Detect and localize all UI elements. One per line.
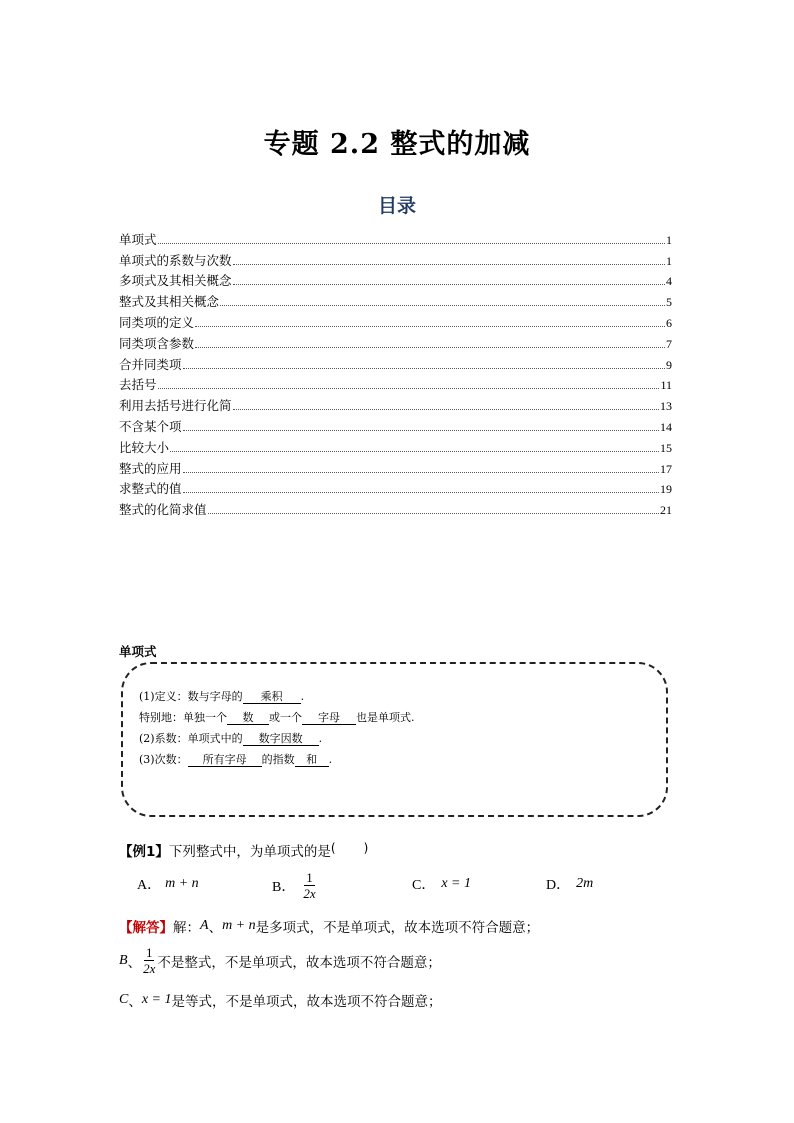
toc-entry-page: 6 — [666, 315, 672, 330]
def-answer: 数字因数 — [243, 733, 319, 746]
toc-leader-dots — [183, 491, 659, 493]
toc-entry-label: 多项式及其相关概念 — [119, 273, 232, 289]
toc-leader-dots — [183, 367, 665, 369]
toc-entry[interactable] — [119, 496, 672, 517]
table-of-contents — [119, 226, 672, 517]
toc-entry-label: 整式的应用 — [119, 460, 182, 476]
toc-entry[interactable] — [119, 476, 672, 497]
def-answer: 所有字母 — [188, 754, 262, 767]
toc-entry-label: 去括号 — [119, 377, 157, 393]
option-label: C． — [412, 878, 436, 893]
toc-entry-page: 17 — [660, 461, 672, 476]
toc-leader-dots — [170, 450, 659, 452]
answer-paren-close: ) — [363, 841, 369, 855]
toc-entry-page: 1 — [666, 253, 672, 268]
toc-entry-page: 15 — [660, 440, 672, 455]
solution-letter: B — [119, 952, 128, 968]
definition-box — [121, 662, 668, 817]
solution-line-b — [119, 945, 441, 976]
def-text: 的指数 — [261, 753, 295, 766]
def-text: (3)次数： — [139, 753, 188, 766]
def-answer: 数 — [227, 712, 269, 725]
solution-line-c — [119, 990, 442, 1010]
page-title: 专题 2.2 整式的加减 — [263, 129, 531, 160]
fraction-numerator: 1 — [306, 870, 313, 885]
definition-line-1 — [139, 686, 415, 707]
toc-leader-dots — [183, 471, 659, 473]
toc-entry-page: 21 — [660, 503, 672, 518]
toc-leader-dots — [195, 346, 665, 348]
option-expression: m + n — [165, 876, 199, 891]
toc-leader-dots — [195, 325, 665, 327]
def-answer: 乘积 — [243, 691, 301, 704]
solution-sep: 、 — [208, 920, 223, 936]
toc-entry[interactable] — [119, 288, 672, 309]
solution-sep: 、 — [128, 994, 142, 1010]
definition-line-4 — [139, 749, 415, 770]
toc-entry[interactable] — [119, 330, 672, 351]
toc-entry-page: 9 — [666, 357, 672, 372]
toc-leader-dots — [233, 283, 665, 285]
def-text: (1)定义：数与字母的 — [139, 690, 243, 703]
definition-lines — [139, 686, 415, 770]
toc-entry-page: 11 — [660, 378, 672, 393]
fraction-numerator: 1 — [145, 945, 153, 960]
toc-entry[interactable] — [119, 268, 672, 289]
option-expression: 2m — [576, 876, 594, 891]
toc-entry[interactable] — [119, 309, 672, 330]
fraction-denominator: 2x — [303, 886, 316, 901]
solution-expression: x = 1 — [141, 992, 172, 1007]
def-text: 也是单项式. — [356, 711, 415, 724]
def-text: (2)系数：单项式中的 — [139, 732, 243, 745]
toc-entry-label: 比较大小 — [119, 439, 170, 455]
toc-entry-page: 13 — [660, 399, 672, 414]
toc-entry-label: 整式及其相关概念 — [119, 294, 220, 310]
toc-entry-label: 整式的化简求值 — [119, 502, 207, 518]
toc-leader-dots — [233, 263, 665, 265]
solution-expression: m + n — [222, 918, 256, 933]
section-heading: 单项式 — [119, 644, 157, 659]
toc-entry[interactable] — [119, 226, 672, 247]
toc-entry-page: 4 — [666, 274, 672, 289]
option-d — [546, 874, 593, 894]
solution-line-a — [119, 916, 539, 936]
toc-entry-label: 不含某个项 — [119, 418, 182, 434]
def-text: . — [328, 753, 333, 766]
def-text: 或一个 — [269, 711, 302, 724]
option-label: A． — [137, 878, 162, 893]
toc-entry-label: 单项式的系数与次数 — [119, 252, 232, 268]
example-tag: 【例1】 — [119, 844, 169, 860]
fraction-denominator: 2x — [143, 961, 156, 976]
toc-entry-page: 19 — [660, 482, 672, 497]
toc-entry-page: 14 — [660, 419, 672, 434]
option-a — [137, 874, 199, 894]
def-text: . — [318, 732, 323, 745]
option-expression: x = 1 — [441, 876, 472, 891]
solution-letter: C — [119, 992, 129, 1007]
toc-leader-dots — [233, 408, 659, 410]
toc-entry[interactable] — [119, 455, 672, 476]
toc-entry-page: 1 — [666, 232, 672, 247]
example-question — [119, 840, 368, 860]
solution-text: 是等式，不是单项式，故本选项不符合题意； — [171, 994, 442, 1010]
toc-leader-dots — [183, 429, 659, 431]
toc-entry-label: 同类项含参数 — [119, 335, 195, 351]
toc-entry[interactable] — [119, 392, 672, 413]
toc-leader-dots — [158, 242, 665, 244]
toc-entry[interactable] — [119, 413, 672, 434]
solution-sep: 、 — [127, 954, 142, 971]
option-c — [412, 874, 471, 894]
toc-heading: 目录 — [377, 195, 416, 217]
toc-leader-dots — [208, 512, 659, 514]
example-text: 下列整式中，为单项式的是 — [168, 844, 331, 860]
solution-text: 是多项式，不是单项式，故本选项不符合题意； — [255, 920, 540, 936]
solution-text: 不是整式，不是单项式，故本选项不符合题意； — [157, 954, 441, 971]
toc-entry[interactable] — [119, 372, 672, 393]
toc-entry-page: 7 — [666, 336, 672, 351]
toc-entry-label: 单项式 — [119, 231, 157, 247]
toc-entry-label: 合并同类项 — [119, 356, 182, 372]
definition-line-3 — [139, 728, 415, 749]
option-label: D． — [546, 878, 571, 893]
def-answer: 字母 — [302, 712, 356, 725]
toc-entry-label: 利用去括号进行化简 — [119, 398, 232, 414]
answer-paren-open: ( — [330, 841, 336, 855]
toc-entry[interactable] — [119, 351, 672, 372]
toc-entry-label: 同类项的定义 — [119, 314, 195, 330]
solution-fraction — [143, 945, 155, 976]
option-b — [272, 870, 318, 901]
toc-entry[interactable] — [119, 434, 672, 455]
solution-letter: A — [200, 918, 209, 933]
def-text: . — [300, 690, 305, 703]
def-text: 特别地：单独一个 — [139, 711, 227, 724]
toc-entry[interactable] — [119, 247, 672, 268]
solution-intro: 解： — [173, 920, 200, 936]
option-label: B． — [272, 879, 296, 895]
def-answer: 和 — [295, 754, 329, 767]
definition-line-2 — [139, 707, 415, 728]
toc-leader-dots — [158, 387, 660, 389]
toc-leader-dots — [220, 304, 665, 306]
solution-tag: 【解答】 — [119, 920, 173, 936]
toc-entry-page: 5 — [666, 295, 672, 310]
option-fraction — [303, 870, 315, 901]
toc-entry-label: 求整式的值 — [119, 481, 182, 497]
